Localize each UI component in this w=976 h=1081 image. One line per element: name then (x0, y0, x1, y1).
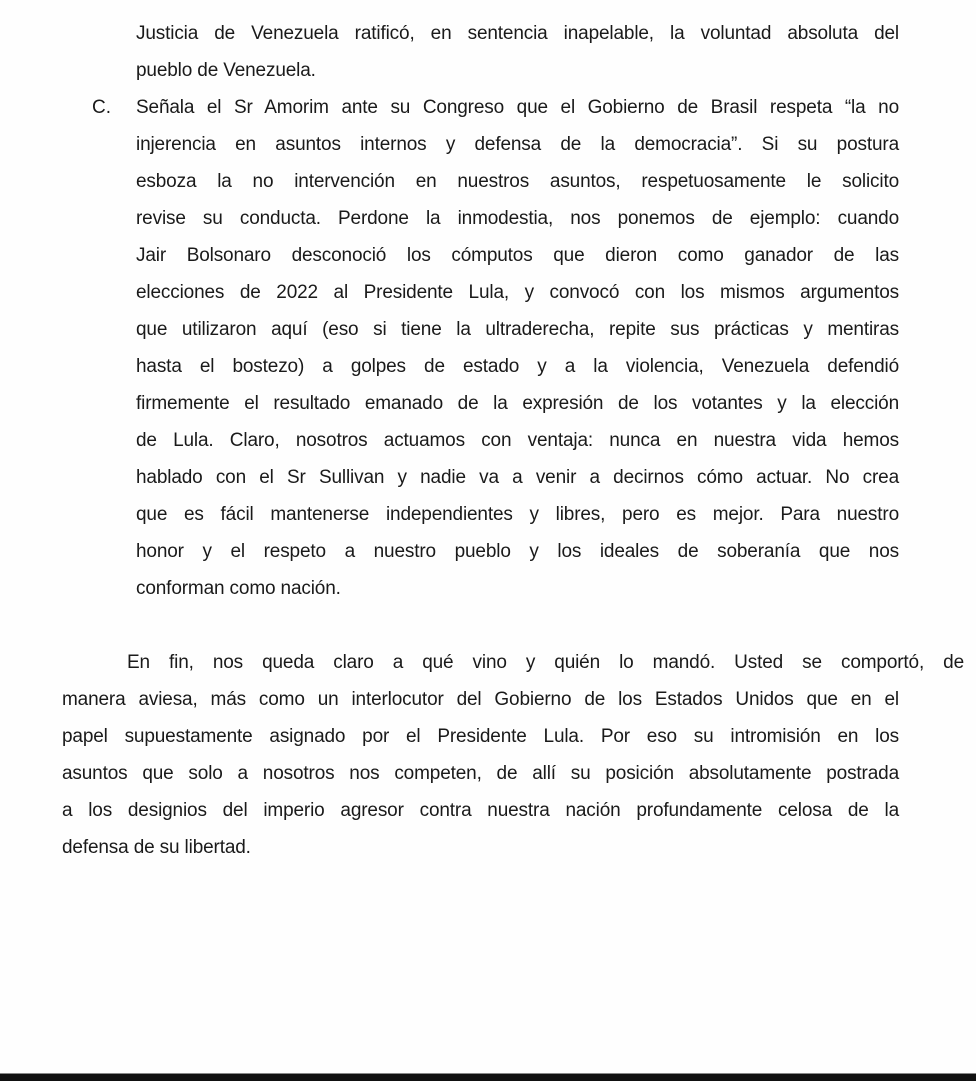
text-line: hablado con el Sr Sullivan y nadie va a venir a decirnos cómo actuar. No crea (136, 467, 899, 488)
text-line: papel supuestamente asignado por el Presidente Lula. Por eso su intromisión en los (62, 726, 899, 747)
text-line: elecciones de 2022 al Presidente Lula, y convocó con los mismos argumentos (136, 282, 899, 303)
text-line: injerencia en asuntos internos y defensa de la democracia”. Si su postura (136, 134, 899, 155)
text-line: honor y el respeto a nuestro pueblo y los ideales de soberanía que nos (136, 541, 899, 562)
text-line: a los designios del imperio agresor contra nuestra nación profundamente celosa de la (62, 800, 899, 821)
text-line: Justicia de Venezuela ratificó, en sentencia inapelable, la voluntad absoluta del (136, 23, 899, 44)
text-line: hasta el bostezo) a golpes de estado y a la violencia, Venezuela defendió (136, 356, 899, 377)
text-line: En fin, nos queda claro a qué vino y quién lo mandó. Usted se comportó, de (127, 652, 964, 673)
text-line: esboza la no intervención en nuestros asuntos, respetuosamente le solicito (136, 171, 899, 192)
text-line: defensa de su libertad. (62, 837, 251, 858)
text-line: pueblo de Venezuela. (136, 60, 316, 81)
text-line: de Lula. Claro, nosotros actuamos con ventaja: nunca en nuestra vida hemos (136, 430, 899, 451)
text-line: que es fácil mantenerse independientes y libres, pero es mejor. Para nuestro (136, 504, 899, 525)
text-line: Señala el Sr Amorim ante su Congreso que el Gobierno de Brasil respeta “la no (136, 97, 899, 118)
list-marker-c: C. (92, 97, 111, 118)
text-line: firmemente el resultado emanado de la expresión de los votantes y la elección (136, 393, 899, 414)
text-line: que utilizaron aquí (eso si tiene la ultraderecha, repite sus prácticas y mentiras (136, 319, 899, 340)
text-line: asuntos que solo a nosotros nos competen, de allí su posición absolutamente postrada (62, 763, 899, 784)
text-line: revise su conducta. Perdone la inmodestia, nos ponemos de ejemplo: cuando (136, 208, 899, 229)
text-line: Jair Bolsonaro desconoció los cómputos que dieron como ganador de las (136, 245, 899, 266)
text-line: manera aviesa, más como un interlocutor del Gobierno de los Estados Unidos que en el (62, 689, 899, 710)
text-line: conforman como nación. (136, 578, 341, 599)
